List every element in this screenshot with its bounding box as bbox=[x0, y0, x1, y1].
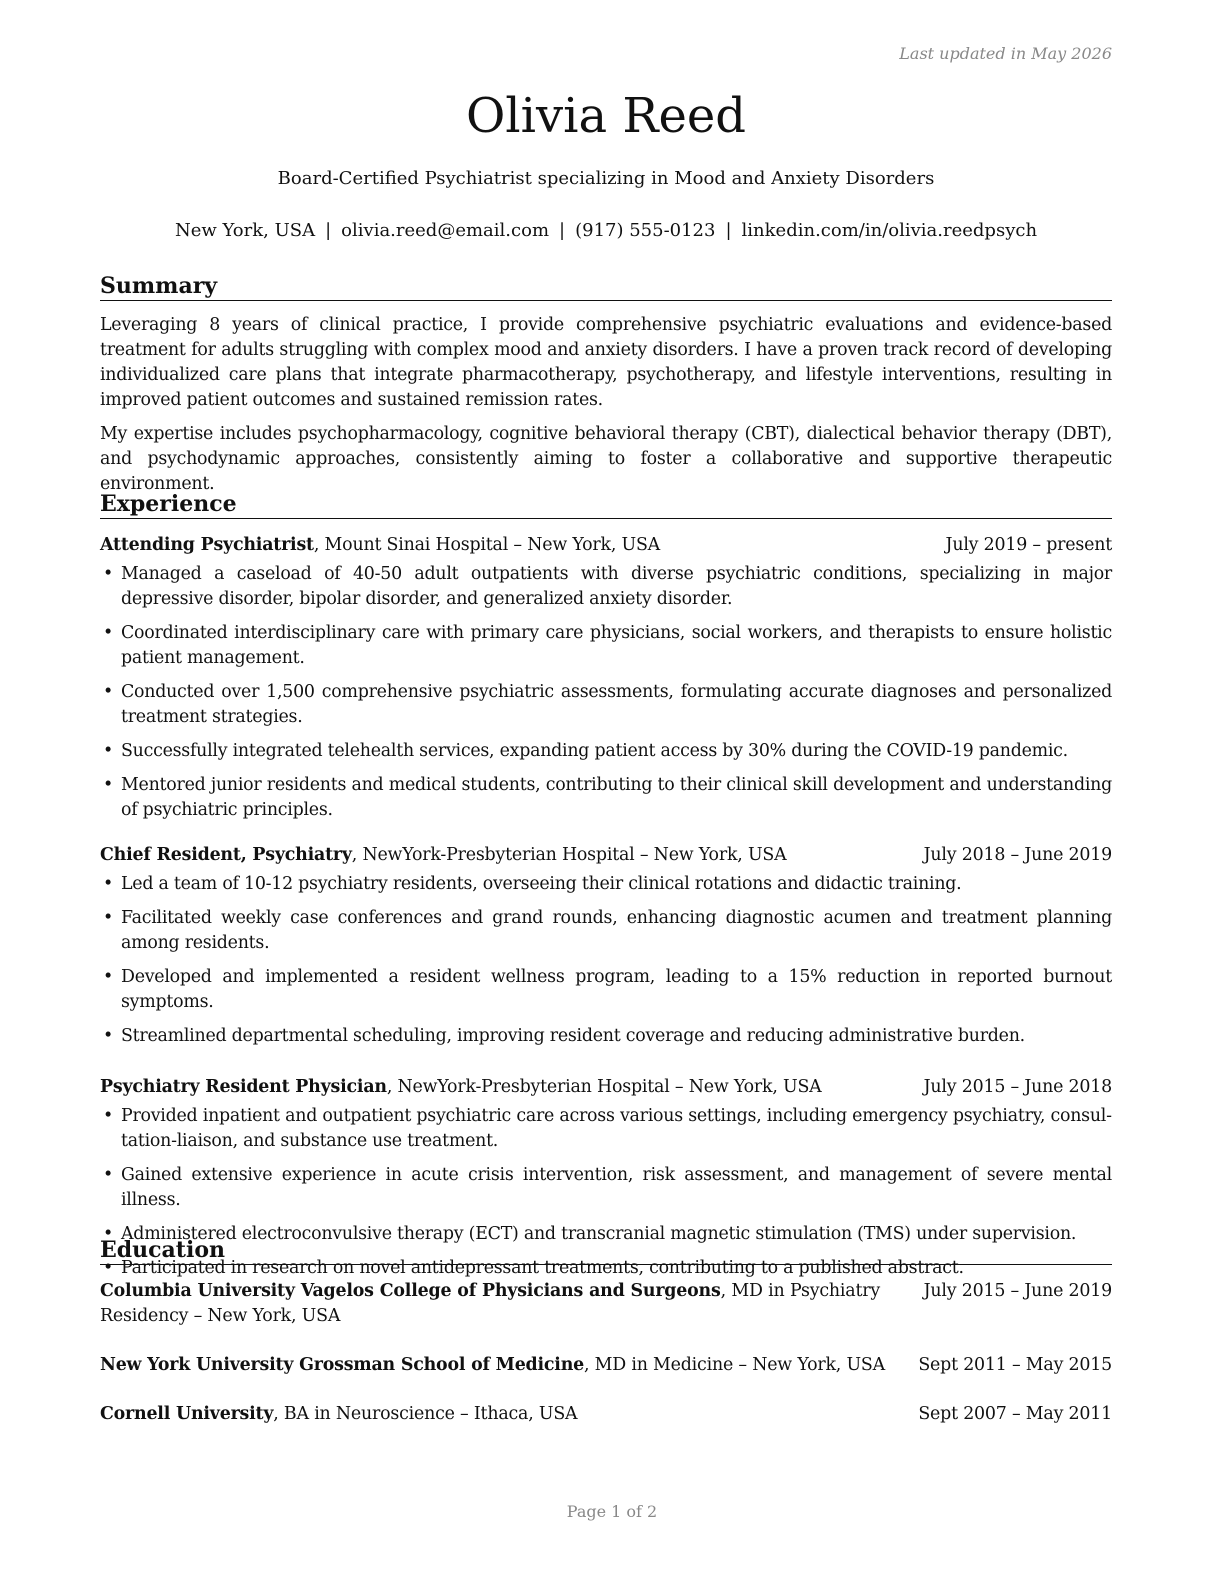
job-header bbox=[100, 1075, 1112, 1100]
resume-page bbox=[100, 0, 1112, 1584]
job-dates: July 2015 – June 2018 bbox=[923, 1077, 1112, 1097]
job-role: Chief Resident, Psychiatry bbox=[100, 845, 352, 865]
education-entry bbox=[100, 1402, 1112, 1427]
job-bullet: • Gained extensive experience in acute crisis intervention, risk assessment, and management of severe mental illness. bbox=[100, 1163, 1112, 1213]
summary-section bbox=[100, 272, 1112, 497]
job-bullet: • Mentored junior residents and medical students, contributing to their clinical skill development and understanding of psychiatric principles. bbox=[100, 773, 1112, 823]
last-updated: Last updated in May 2026 bbox=[899, 44, 1112, 63]
job-bullet: • Developed and implemented a resident wellness program, leading to a 15% reduction in reported burnout symptoms. bbox=[100, 965, 1112, 1015]
job-header bbox=[100, 533, 1112, 558]
job-bullet: • Successfully integrated telehealth services, expanding patient access by 30% during the COVID-19 pandemic. bbox=[100, 739, 1112, 764]
job-bullet: • Led a team of 10-12 psychiatry residents, overseeing their clinical rotations and didactic training. bbox=[100, 872, 1112, 897]
job-entry bbox=[100, 533, 1112, 823]
section-title-experience: Experience bbox=[100, 490, 1112, 519]
education-entry bbox=[100, 1353, 1112, 1378]
section-title-summary: Summary bbox=[100, 272, 1112, 301]
education-school: New York University Grossman School of Medicine bbox=[100, 1355, 585, 1375]
job-header bbox=[100, 843, 1112, 868]
separator: | bbox=[325, 220, 332, 241]
job-dates: July 2019 – present bbox=[945, 535, 1112, 555]
job-dates: July 2018 – June 2019 bbox=[923, 845, 1112, 865]
job-org: , NewYork-Presbyterian Hospital – New York, USA bbox=[386, 1077, 822, 1097]
tagline: Board-Certified Psychiatrist specializing in Mood and Anxiety Disorders bbox=[277, 168, 935, 189]
contact-location: New York, USA bbox=[174, 220, 316, 241]
job-org: , Mount Sinai Hospital – New York, USA bbox=[313, 535, 661, 555]
candidate-name: Olivia Reed bbox=[465, 88, 747, 144]
separator: | bbox=[559, 220, 566, 241]
job-bullet: • Provided inpatient and outpatient psychiatric care across various settings, including emergency psychiatry, consultation-liaison, and substance use treatment. bbox=[100, 1104, 1112, 1154]
contact-line bbox=[100, 220, 1112, 241]
separator: | bbox=[725, 220, 732, 241]
job-entry bbox=[100, 843, 1112, 1049]
section-title-education: Education bbox=[100, 1236, 1112, 1265]
job-bullet: • Coordinated interdisciplinary care with primary care physicians, social workers, and therapists to ensure holistic patient management. bbox=[100, 621, 1112, 671]
job-bullet: • Streamlined departmental scheduling, improving resident coverage and reducing administrative burden. bbox=[100, 1024, 1112, 1049]
experience-section bbox=[100, 490, 1112, 1290]
education-dates: July 2015 – June 2019 bbox=[923, 1281, 1112, 1301]
education-detail: , MD in Psychiatry Residency – New York, USA bbox=[100, 1281, 880, 1326]
job-bullet: • Participated in research on novel antidepressant treatments, contributing to a published abstract. bbox=[100, 1256, 1112, 1281]
summary-paragraph: My expertise includes psychopharmacology, cognitive behavioral therapy (CBT), dialectical behavior therapy (DBT), and psychodynamic approaches, consistently aiming to foster a collaborative and supportive therapeutic environment. bbox=[100, 424, 1112, 494]
job-bullet: • Administered electroconvulsive therapy (ECT) and transcranial magnetic stimulation (TMS) under supervision. bbox=[100, 1222, 1112, 1247]
contact-linkedin[interactable]: linkedin.com/in/olivia.reedpsych bbox=[741, 220, 1038, 241]
education-detail: , MD in Medicine – New York, USA bbox=[584, 1355, 885, 1375]
education-dates: Sept 2007 – May 2011 bbox=[918, 1404, 1112, 1424]
summary-paragraph: Leveraging 8 years of clinical practice, I provide comprehensive psychiatric evaluations and evidence-based treatment for adults struggling with complex mood and anxiety disorders. I have a proven track record of developing individualized care plans that integrate pharmacotherapy, psychotherapy, and lifestyle interventions, resulting in improved patient outcomes and sustained remission rates. bbox=[100, 315, 1112, 410]
contact-phone[interactable]: (917) 555-0123 bbox=[575, 220, 716, 241]
job-org: , NewYork-Presbyterian Hospital – New York, USA bbox=[351, 845, 787, 865]
job-bullets bbox=[100, 562, 1112, 823]
job-role: Psychiatry Resident Physician bbox=[100, 1077, 387, 1097]
job-bullet: • Facilitated weekly case conferences and grand rounds, enhancing diagnostic acumen and treatment planning among residents. bbox=[100, 906, 1112, 956]
education-dates: Sept 2011 – May 2015 bbox=[918, 1355, 1112, 1375]
page-number: Page 1 of 2 bbox=[566, 1502, 658, 1521]
education-entry bbox=[100, 1279, 1112, 1329]
education-detail: , BA in Neuroscience – Ithaca, USA bbox=[273, 1404, 578, 1424]
job-role: Attending Psychiatrist bbox=[100, 535, 314, 555]
contact-email[interactable]: olivia.reed@email.com bbox=[341, 220, 550, 241]
job-bullet: • Conducted over 1,500 comprehensive psychiatric assessments, formulating accurate diagnoses and personalized treatment strategies. bbox=[100, 680, 1112, 730]
job-bullet: • Managed a caseload of 40-50 adult outpatients with diverse psychiatric conditions, specializing in major depressive disorder, bipolar disorder, and generalized anxiety disorder. bbox=[100, 562, 1112, 612]
education-school: Columbia University Vagelos College of Physicians and Surgeons bbox=[100, 1281, 721, 1301]
job-bullets bbox=[100, 872, 1112, 1049]
education-school: Cornell University bbox=[100, 1404, 274, 1424]
education-section bbox=[100, 1236, 1112, 1427]
